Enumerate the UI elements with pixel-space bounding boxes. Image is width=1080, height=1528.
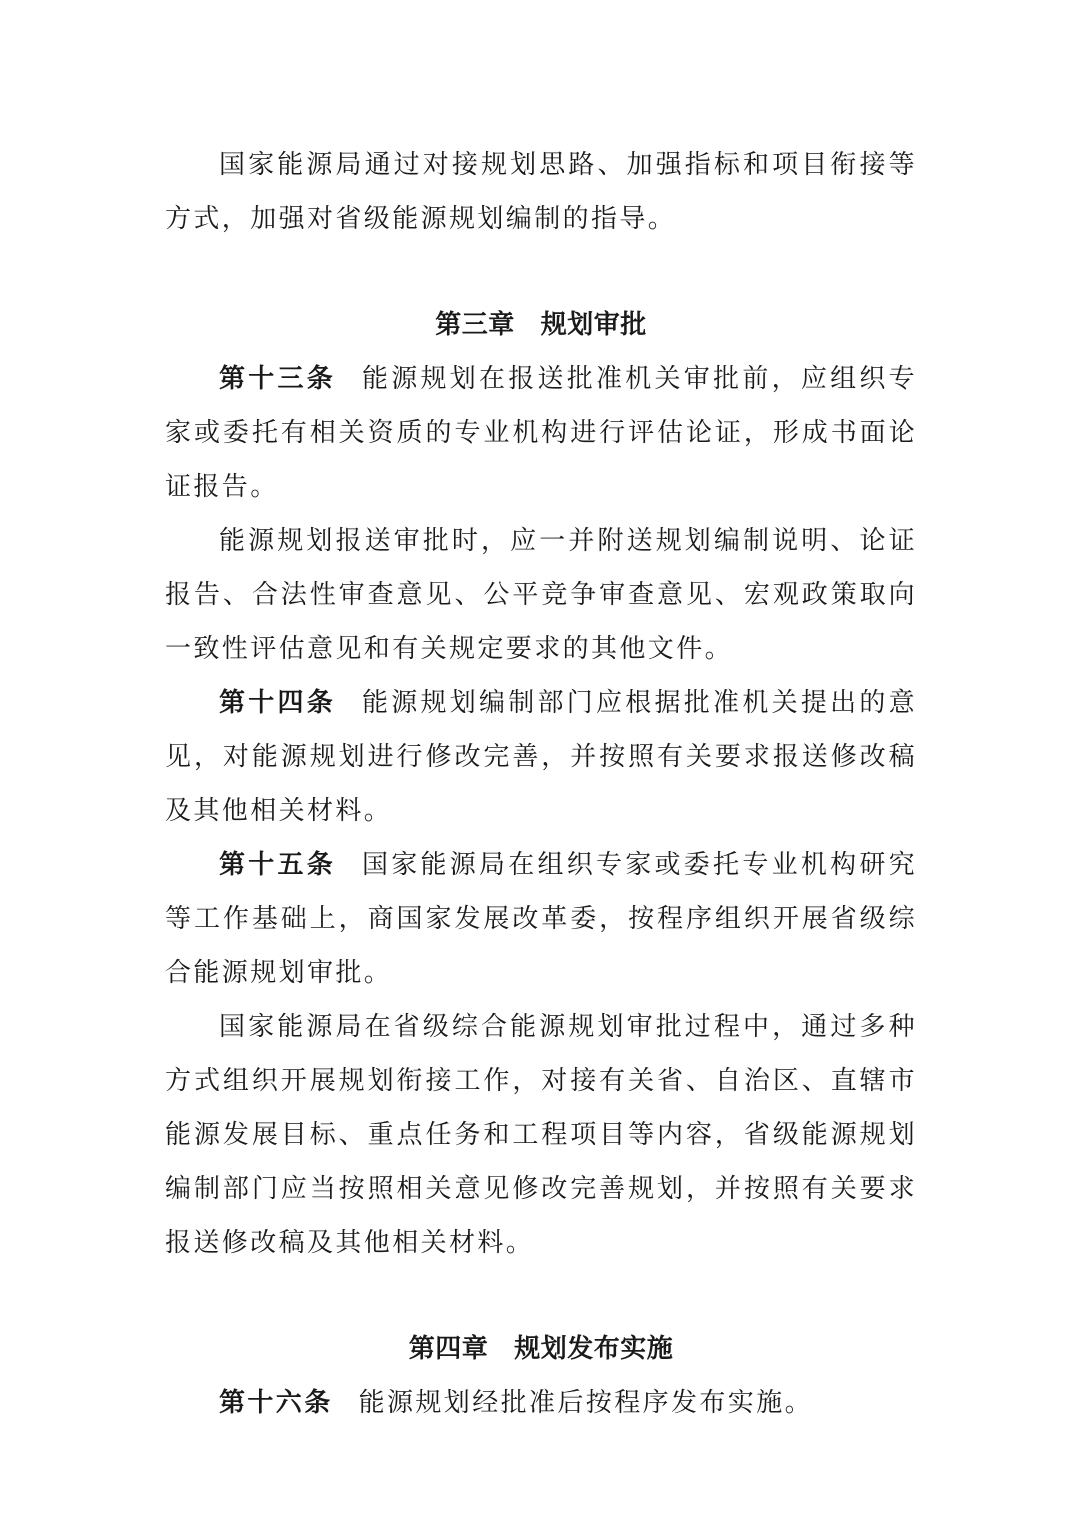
article-16-paragraph: [165, 1376, 917, 1430]
chapter-3-number: 第三章: [435, 310, 515, 340]
article-13-paragraph: [165, 352, 917, 514]
chapter-3-heading: [165, 298, 917, 352]
article-14-text: 能源规划编制部门应根据批准机关提出的意见，对能源规划进行修改完善，并按照有关要求报送修改稿及其他相关材料。: [165, 688, 917, 826]
intro-paragraph: 国家能源局通过对接规划思路、加强指标和项目衔接等方式，加强对省级能源规划编制的指导。: [165, 150, 917, 234]
chapter-4-heading: [165, 1322, 917, 1376]
article-15-text: 国家能源局在组织专家或委托专业机构研究等工作基础上，商国家发展改革委，按程序组织开展省级综合能源规划审批。: [165, 850, 917, 988]
article-15-label: 第十五条: [219, 850, 337, 880]
document-page: [165, 138, 917, 1430]
article-13-text: 能源规划在报送批准机关审批前，应组织专家或委托有相关资质的专业机构进行评估论证，形成书面论证报告。: [165, 364, 917, 502]
section-spacer: [165, 1270, 917, 1322]
article-13-continuation-text: 能源规划报送审批时，应一并附送规划编制说明、论证报告、合法性审查意见、公平竞争审查意见、宏观政策取向一致性评估意见和有关规定要求的其他文件。: [165, 526, 917, 664]
article-13-continuation-paragraph: [165, 514, 917, 676]
article-14-label: 第十四条: [219, 688, 337, 718]
article-14-paragraph: [165, 676, 917, 838]
chapter-3-title: 规划审批: [540, 310, 647, 340]
article-15-continuation-text: 国家能源局在省级综合能源规划审批过程中，通过多种方式组织开展规划衔接工作，对接有关省、自治区、直辖市能源发展目标、重点任务和工程项目等内容，省级能源规划编制部门应当按照相关意见修改完善规划，并按照有关要求报送修改稿及其他相关材料。: [165, 1012, 917, 1258]
chapter-4-title: 规划发布实施: [514, 1334, 674, 1364]
article-15-paragraph: [165, 838, 917, 1000]
article-16-text: 能源规划经批准后按程序发布实施。: [358, 1388, 814, 1418]
article-16-label: 第十六条: [219, 1388, 333, 1418]
section-spacer: [165, 246, 917, 298]
article-15-continuation-paragraph: [165, 1000, 917, 1270]
chapter-4-number: 第四章: [408, 1334, 489, 1364]
article-13-label: 第十三条: [219, 364, 337, 394]
